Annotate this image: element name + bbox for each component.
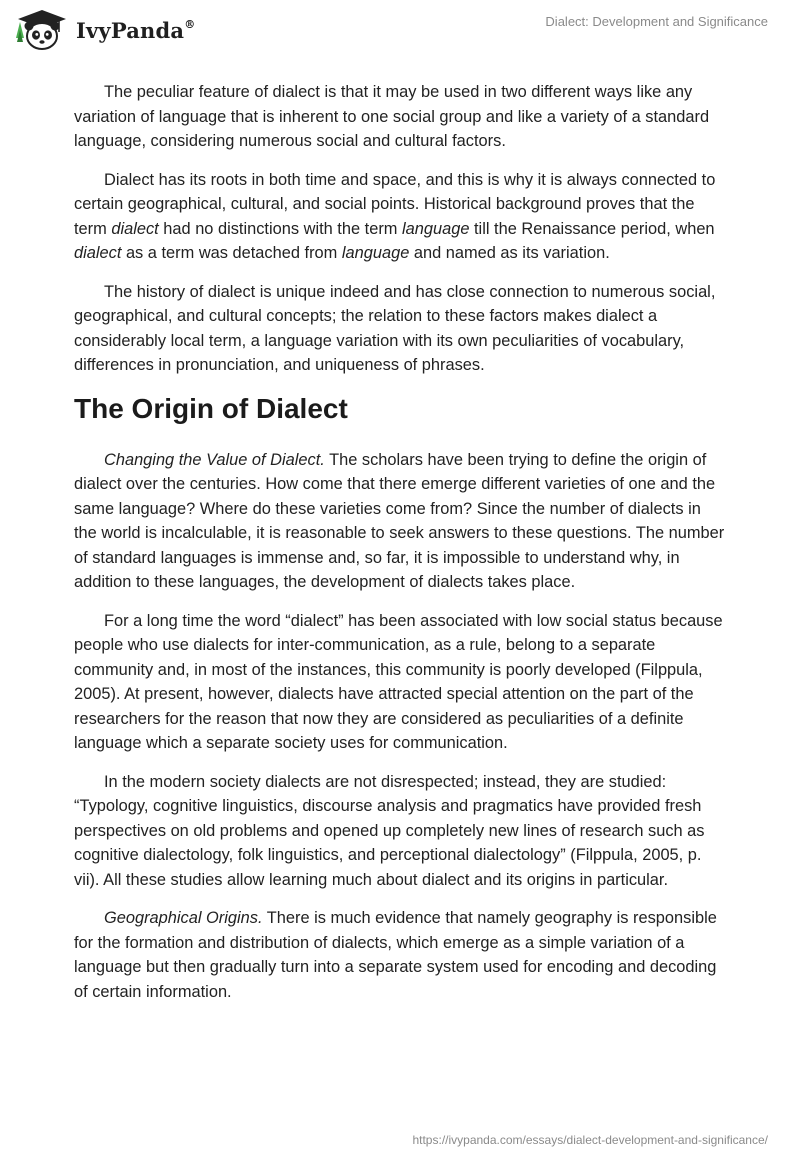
intro-paragraphs	[74, 80, 726, 378]
page-header	[0, 0, 800, 60]
brand-logo[interactable]	[14, 8, 195, 52]
text-run: had no distinctions with the term	[158, 219, 402, 238]
paragraph	[74, 168, 726, 266]
paragraph	[74, 80, 726, 154]
document-title: Dialect: Development and Significance	[545, 14, 768, 29]
paragraph	[74, 906, 726, 1004]
italic-text: dialect	[111, 219, 159, 238]
italic-text: dialect	[74, 244, 122, 262]
text-run: In the modern society dialects are not disrespected; instead, they are studied: “Typology, cognitive linguistics, discourse analysis and pragmatics have provided fresh perspectives on old problems and opened up completely new lines of research such as cognitive dialectology, folk linguistics, and perceptional dialectology” (Filppula, 2005, p. vii). All these studies allow learning much about dialect and its origins in particular.	[74, 772, 705, 889]
text-run: There is much evidence that namely geography is responsible for the formation and distribution of dialects, which emerge as a simple variation of a language but then gradually turn into a separate system used for encoding and decoding of certain information.	[74, 909, 717, 1001]
text-run: Dialect has its roots in both time and space, and this is why it is always connected to certain geographical, cultural, and social points. Historical background proves that the term	[74, 170, 716, 238]
paragraph	[74, 280, 726, 378]
italic-text: Changing the Value of Dialect.	[104, 450, 325, 469]
text-run: till the Renaissance period, when	[469, 219, 715, 238]
brand-name: IvyPanda®	[76, 17, 196, 43]
section-heading: The Origin of Dialect	[74, 392, 348, 424]
essay-content	[74, 80, 726, 1018]
text-run: The peculiar feature of dialect is that it may be used in two different ways like any variation of language that is inherent to one social group and like a variety of a standard language, considering numerous social and cultural factors.	[74, 83, 710, 150]
text-run: The scholars have been trying to define the origin of dialect over the centuries. How come that there emerge different varieties of one and the same language? Where do these varieties come from? Since the number of dialects in the world is incalculable, it is reasonable to seek answers to these questions. The number of standard languages is immense and, so far, it is impossible to understand why, in addition to these languages, the development of dialects takes place.	[74, 450, 725, 591]
text-run: The history of dialect is unique indeed and has close connection to numerous social, geographical, and cultural concepts; the relation to these factors makes dialect a considerably local term, a language variation with its own peculiarities of vocabulary, differences in pronunciation, and uniqueness of phrases.	[74, 282, 716, 374]
italic-text: language	[341, 244, 410, 262]
italic-text: language	[402, 219, 470, 238]
text-run: and named as its variation.	[409, 244, 610, 262]
text-run: as a term was detached from	[121, 244, 342, 262]
section-paragraphs	[74, 448, 726, 1005]
paragraph	[74, 770, 726, 893]
paragraph	[74, 609, 726, 756]
italic-text: Geographical Origins.	[104, 909, 263, 927]
source-url[interactable]: https://ivypanda.com/essays/dialect-development-and-significance/	[412, 1133, 768, 1147]
text-run: For a long time the word “dialect” has been associated with low social status because people who use dialects for inter-communication, as a rule, belong to a separate community and, in most of the instances, this community is poorly developed (Filppula, 2005). At present, however, dialects have attracted special attention on the part of the researchers for the reason that now they are considered as peculiarities of a definite language which a separate society uses for communication.	[74, 611, 723, 752]
paragraph	[74, 448, 726, 595]
panda-graduation-icon	[14, 8, 70, 52]
